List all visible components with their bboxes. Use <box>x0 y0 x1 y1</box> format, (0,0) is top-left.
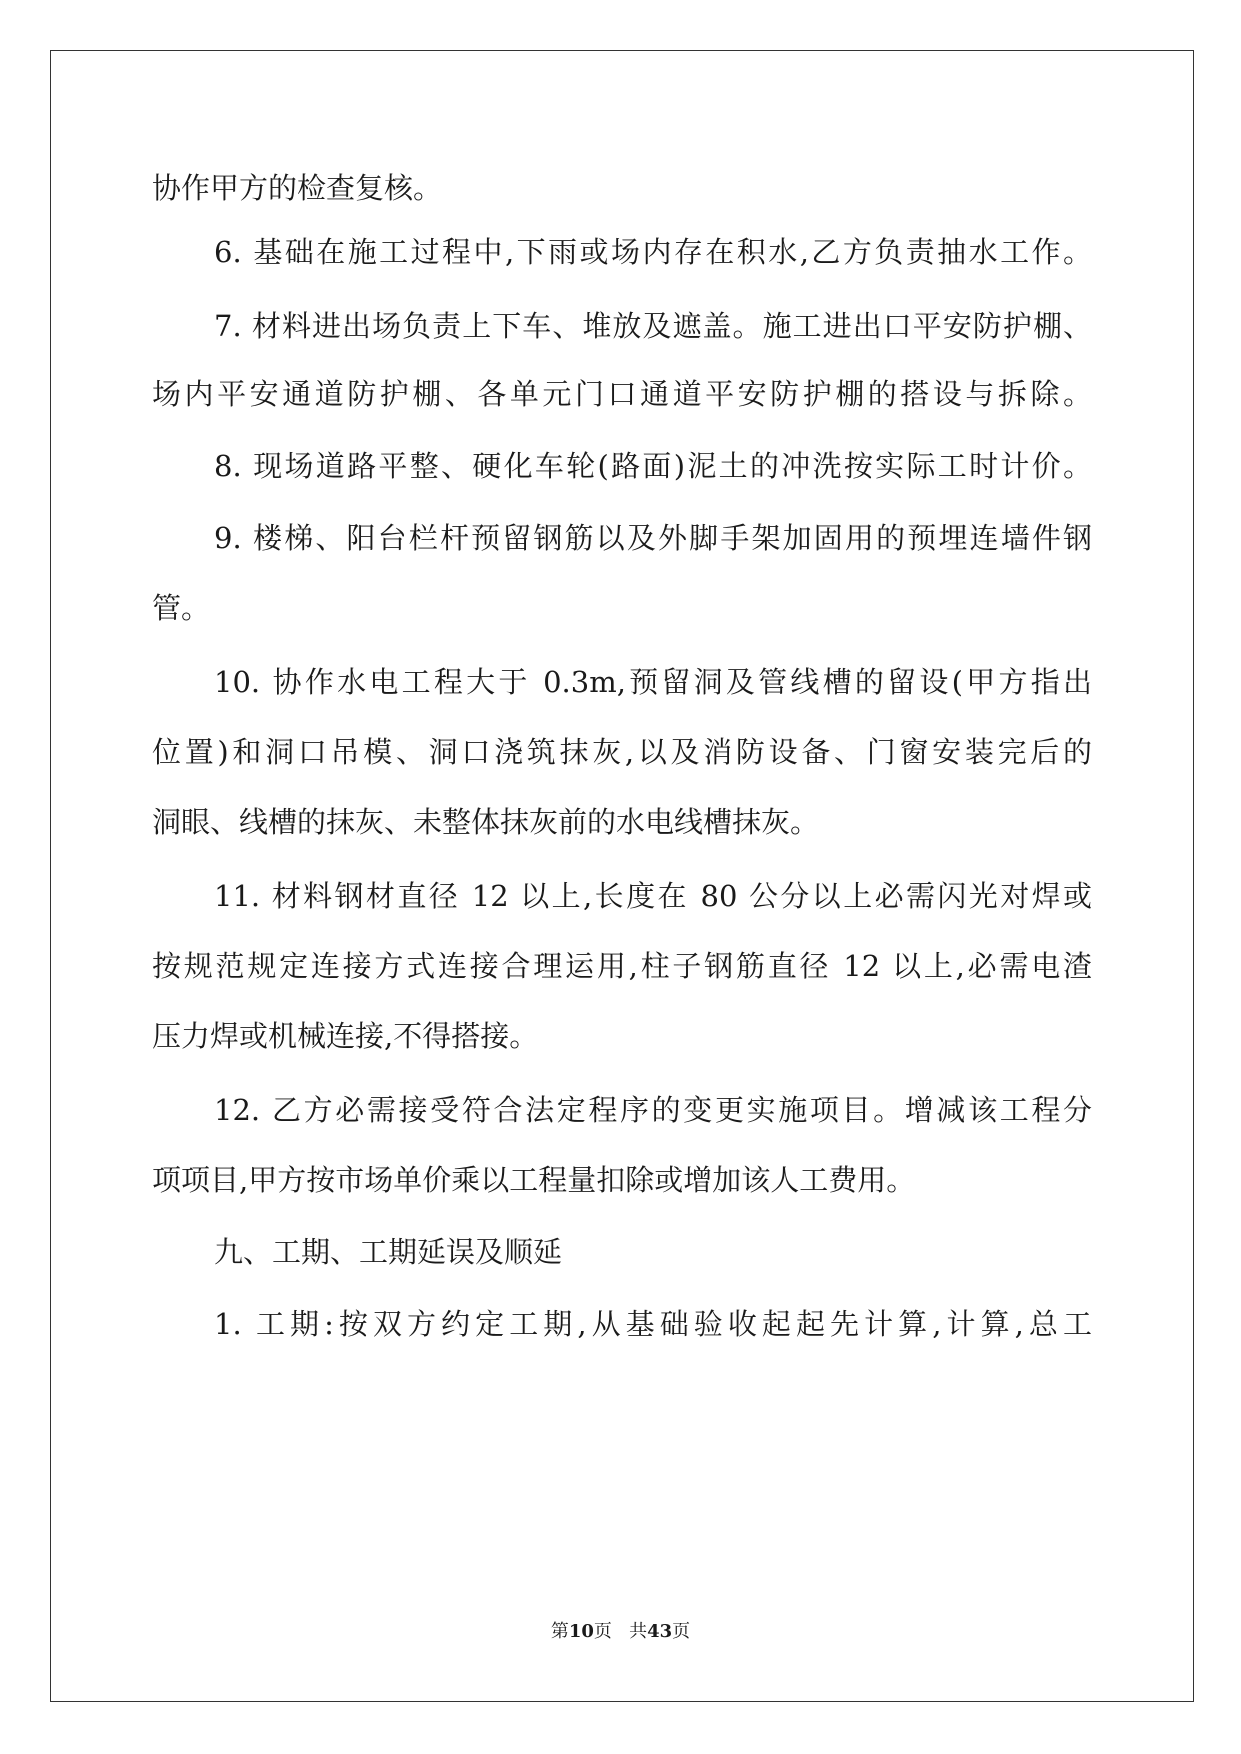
total-suffix: 页 <box>672 1621 691 1642</box>
text-line: 10. 协作水电工程大于 0.3m,预留洞及管线槽的留设(甲方指出 <box>214 665 1092 699</box>
total-prefix: 共 <box>629 1621 648 1642</box>
text-line: 7. 材料进出场负责上下车、堆放及遮盖。施工进出口平安防护棚、 <box>214 309 1092 343</box>
section-heading: 九、工期、工期延误及顺延 <box>214 1235 563 1269</box>
text-line: 压力焊或机械连接,不得搭接。 <box>152 1019 539 1053</box>
text-line: 12. 乙方必需接受符合法定程序的变更实施项目。增减该工程分 <box>214 1093 1092 1127</box>
text-line: 1. 工期:按双方约定工期,从基础验收起起先计算,计算,总工 <box>214 1307 1092 1341</box>
text-line: 管。 <box>152 591 211 625</box>
text-line: 协作甲方的检查复核。 <box>152 171 443 205</box>
text-line: 场内平安通道防护棚、各单元门口通道平安防护棚的搭设与拆除。 <box>152 377 1092 411</box>
text-line: 11. 材料钢材直径 12 以上,长度在 80 公分以上必需闪光对焊或 <box>214 879 1092 913</box>
text-line: 8. 现场道路平整、硬化车轮(路面)泥土的冲洗按实际工时计价。 <box>214 449 1092 483</box>
text-line: 项项目,甲方按市场单价乘以工程量扣除或增加该人工费用。 <box>152 1163 916 1197</box>
text-line: 9. 楼梯、阳台栏杆预留钢筋以及外脚手架加固用的预埋连墙件钢 <box>214 521 1092 555</box>
total-pages: 43 <box>647 1621 673 1642</box>
text-line: 6. 基础在施工过程中,下雨或场内存在积水,乙方负责抽水工作。 <box>214 235 1092 269</box>
text-line: 位置)和洞口吊模、洞口浇筑抹灰,以及消防设备、门窗安装完后的 <box>152 735 1092 769</box>
page-suffix: 页 <box>593 1621 612 1642</box>
text-line: 洞眼、线槽的抹灰、未整体抹灰前的水电线槽抹灰。 <box>152 805 820 839</box>
page-prefix: 第 <box>550 1621 569 1642</box>
text-line: 按规范规定连接方式连接合理运用,柱子钢筋直径 12 以上,必需电渣 <box>152 949 1092 983</box>
page-footer <box>0 1620 1241 1644</box>
page-number: 10 <box>568 1621 594 1642</box>
